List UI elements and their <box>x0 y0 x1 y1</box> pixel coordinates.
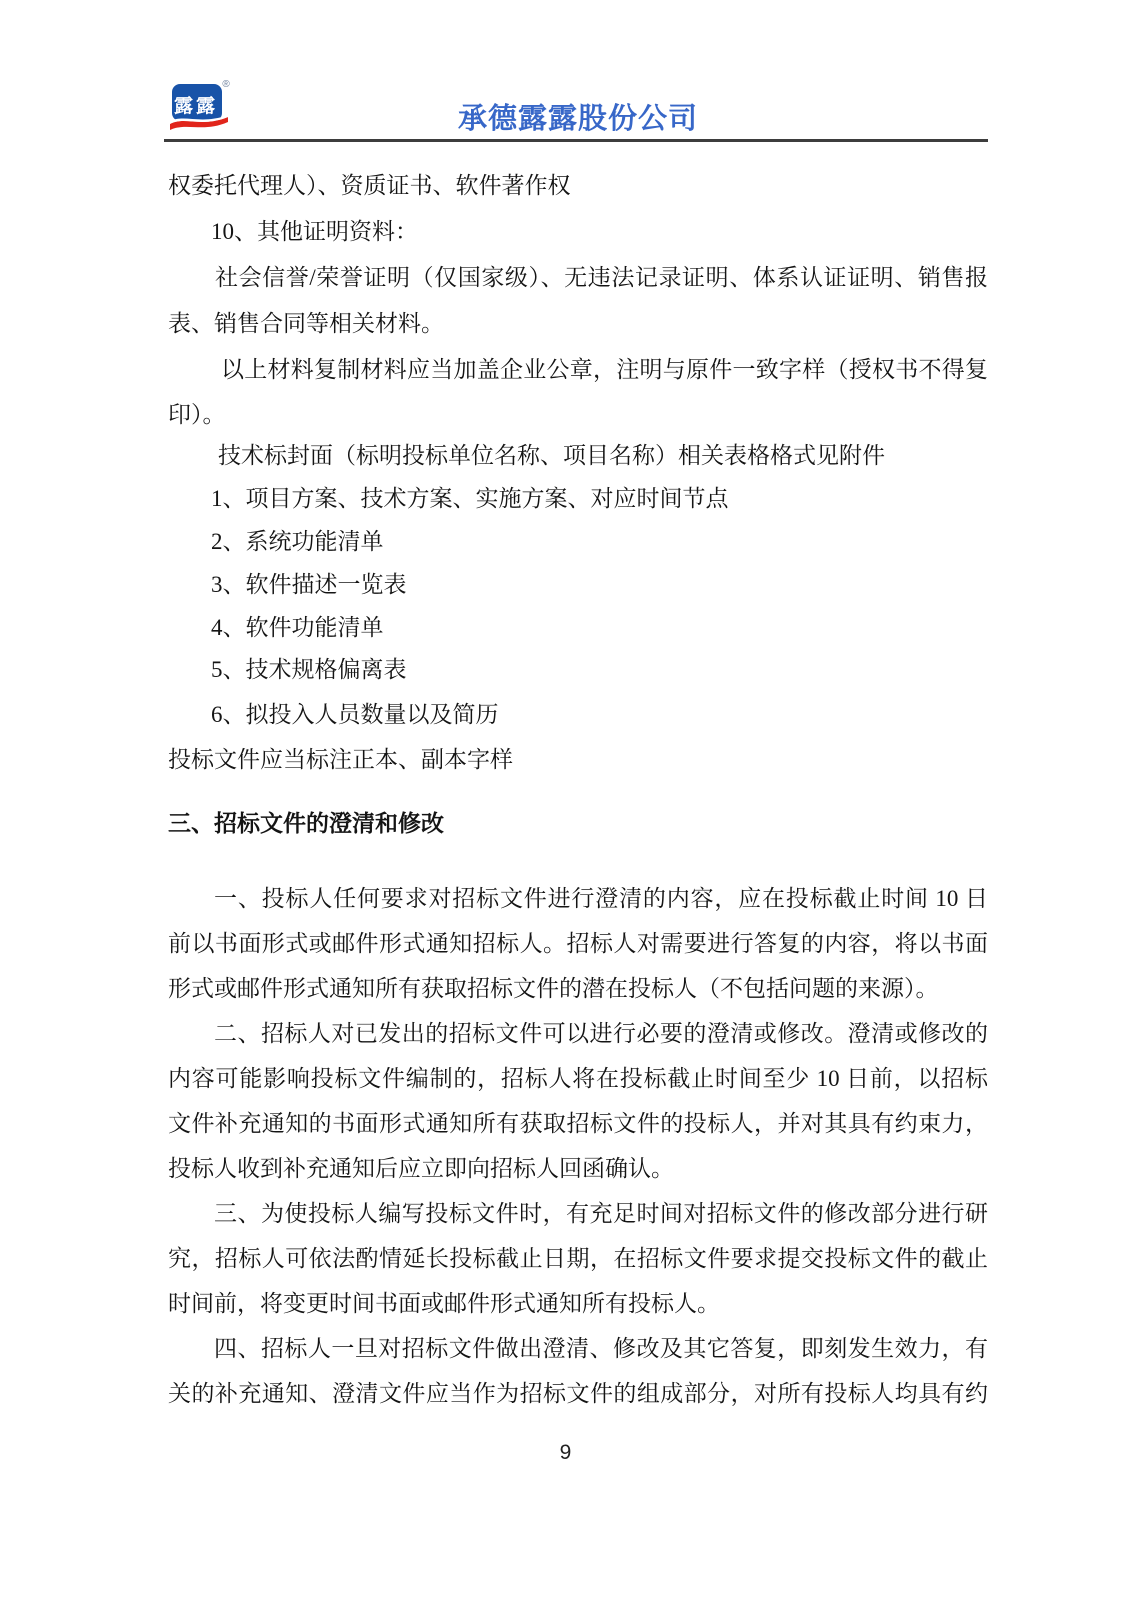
text-line: 以上材料复制材料应当加盖企业公章，注明与原件一致字样（授权书不得复 <box>221 357 988 382</box>
text-line: 4、软件功能清单 <box>211 615 384 640</box>
text-line: 三、为使投标人编写投标文件时，有充足时间对招标文件的修改部分进行研 <box>214 1201 988 1226</box>
text-line: 关的补充通知、澄清文件应当作为招标文件的组成部分，对所有投标人均具有约 <box>168 1381 988 1406</box>
text-line: 二、招标人对已发出的招标文件可以进行必要的澄清或修改。澄清或修改的 <box>214 1021 988 1046</box>
text-line: 1、项目方案、技术方案、实施方案、对应时间节点 <box>211 486 729 511</box>
section-heading: 三、招标文件的澄清和修改 <box>168 811 444 836</box>
company-name: 承德露露股份公司 <box>457 103 698 135</box>
text-line: 投标人收到补充通知后应立即向招标人回函确认。 <box>168 1156 674 1181</box>
page-number: 9 <box>559 1441 572 1464</box>
text-line: 2、系统功能清单 <box>211 529 384 554</box>
registered-trademark-icon: ® <box>222 79 230 90</box>
logo-characters: 露露 <box>173 96 219 117</box>
text-line: 10、其他证明资料： <box>211 219 418 244</box>
text-line: 3、软件描述一览表 <box>211 572 407 597</box>
text-line: 6、拟投入人员数量以及简历 <box>211 702 499 727</box>
text-line: 技术标封面（标明投标单位名称、项目名称）相关表格格式见附件 <box>218 443 885 468</box>
text-line: 内容可能影响投标文件编制的，招标人将在投标截止时间至少 10 日前，以招标 <box>168 1066 988 1091</box>
text-line: 印）。 <box>168 402 226 427</box>
text-line: 究，招标人可依法酌情延长投标截止日期，在招标文件要求提交投标文件的截止 <box>168 1246 988 1271</box>
text-line: 表、销售合同等相关材料。 <box>168 311 444 336</box>
text-line: 前以书面形式或邮件形式通知招标人。招标人对需要进行答复的内容，将以书面 <box>168 931 988 956</box>
text-line: 5、技术规格偏离表 <box>211 657 407 682</box>
text-line: 时间前，将变更时间书面或邮件形式通知所有投标人。 <box>168 1291 720 1316</box>
text-line: 社会信誉/荣誉证明（仅国家级）、无违法记录证明、体系认证证明、销售报 <box>215 265 988 290</box>
text-line: 权委托代理人）、资质证书、软件著作权 <box>168 173 571 198</box>
text-line: 四、招标人一旦对招标文件做出澄清、修改及其它答复，即刻发生效力，有 <box>214 1336 988 1361</box>
text-line: 形式或邮件形式通知所有获取招标文件的潜在投标人（不包括问题的来源）。 <box>168 976 939 1001</box>
text-line: 投标文件应当标注正本、副本字样 <box>168 747 513 772</box>
text-line: 一、投标人任何要求对招标文件进行澄清的内容，应在投标截止时间 10 日 <box>214 886 988 911</box>
header-divider <box>164 139 988 142</box>
text-line: 文件补充通知的书面形式通知所有获取招标文件的投标人，并对其具有约束力， <box>168 1111 988 1136</box>
